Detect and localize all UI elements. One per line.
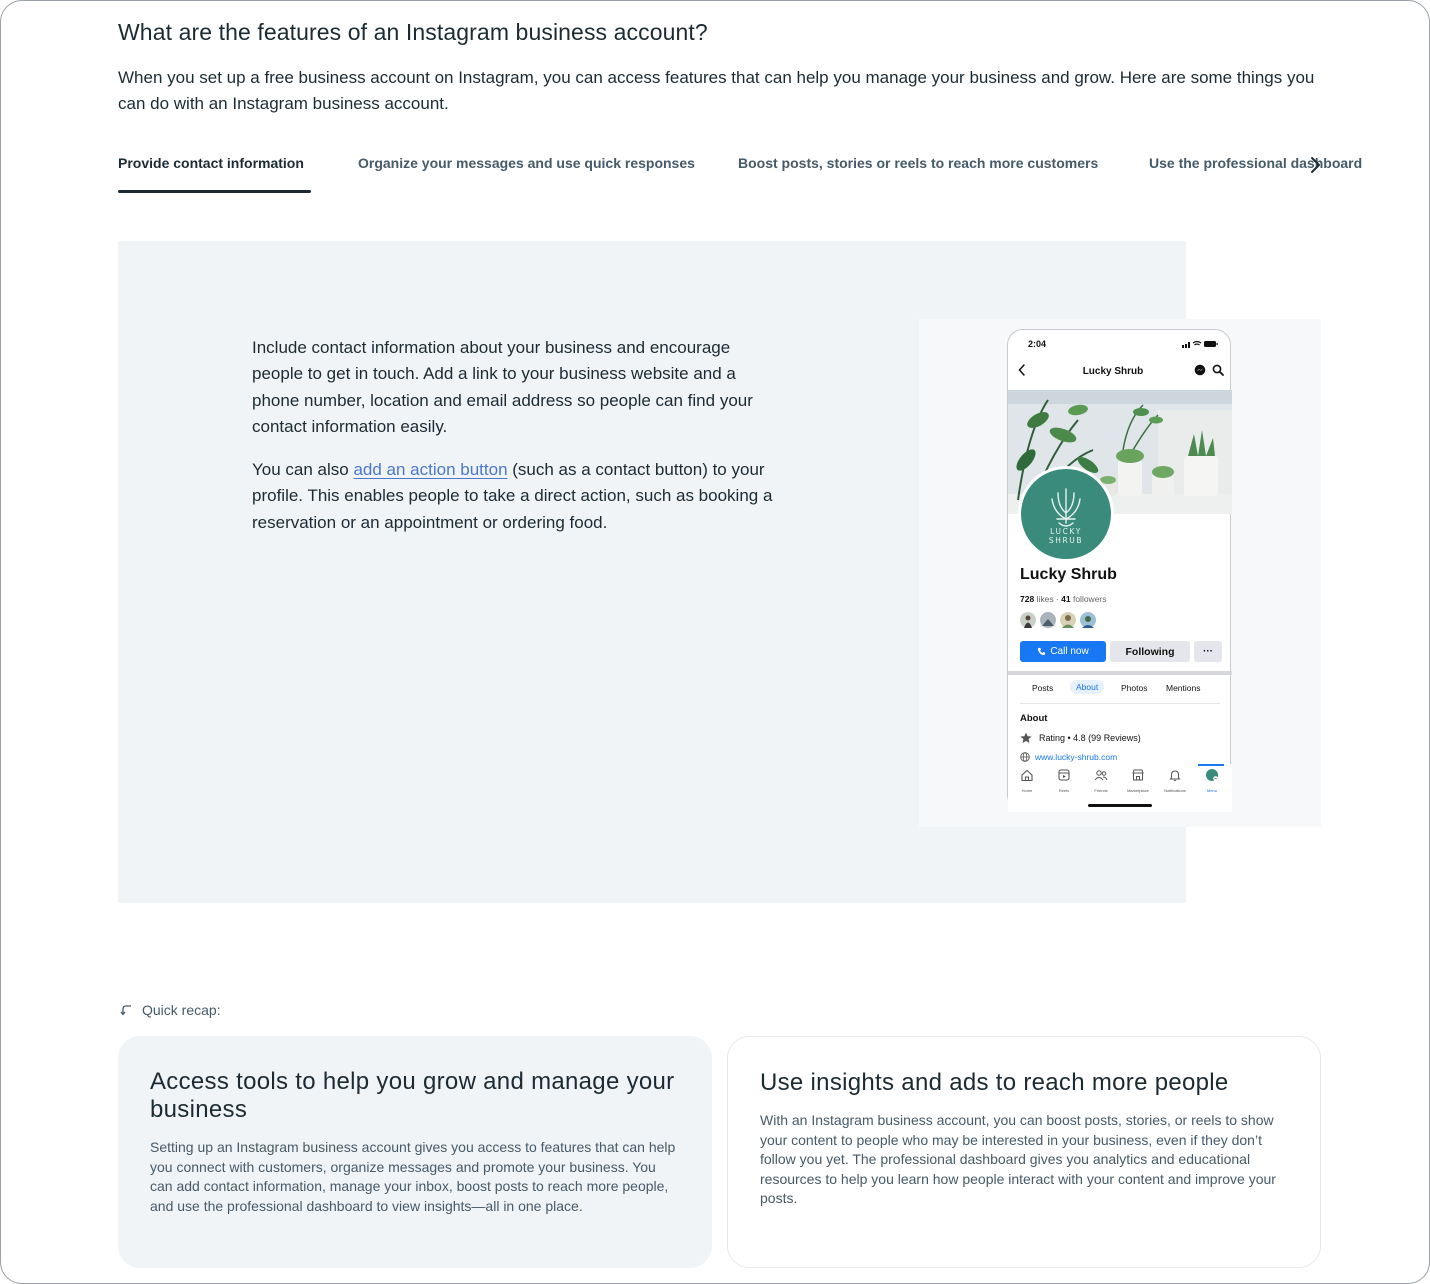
more-options-button[interactable]: ···: [1194, 641, 1222, 662]
page-title: What are the features of an Instagram business account?: [118, 19, 708, 45]
website-row[interactable]: [1020, 752, 1117, 762]
nav-notifications[interactable]: [1157, 768, 1193, 793]
profile-title: Lucky Shrub: [1020, 566, 1117, 583]
feature-description: [252, 335, 782, 536]
profile-tab-about[interactable]: About: [1070, 680, 1104, 694]
bottom-navigation: [1008, 764, 1232, 812]
add-action-button-link[interactable]: add an action button: [353, 460, 508, 480]
logo-wordmark: [1021, 527, 1111, 545]
feature-tabs: [118, 149, 1363, 195]
menu-avatar-icon: [1205, 768, 1219, 782]
quick-recap-text: Quick recap:: [142, 1002, 221, 1018]
tab-clip: [1149, 149, 1363, 179]
profile-tab-posts[interactable]: Posts: [1032, 683, 1054, 693]
followers-label: followers: [1072, 594, 1107, 604]
profile-tabs: [1008, 680, 1232, 698]
friends-icon: [1094, 768, 1108, 782]
phone-page-name: Lucky Shrub: [1082, 366, 1144, 377]
return-arrow-icon: [120, 1003, 134, 1017]
nav-reels-label: Reels: [1058, 788, 1070, 793]
nav-home[interactable]: [1009, 768, 1045, 793]
search-icon[interactable]: [1212, 364, 1224, 376]
nav-menu-label: Menu: [1206, 788, 1217, 793]
mutual-friends-avatars: [1020, 611, 1100, 629]
paragraph-2-start: You can also: [252, 460, 354, 480]
nav-home-label: Home: [1021, 788, 1033, 793]
active-tab-indicator: [118, 190, 311, 193]
intro-text: When you set up a free business account on Instagram, you can access features that can help you manage your business and grow. Here are some things you can do with an Instagram business account.: [118, 68, 1315, 113]
recap-card-body: Setting up an Instagram business account gives you access to features that can help you connect with customers, organize messages and promote your business. You can add contact information, manage your inbox, boost posts to reach more people, and use the professional dashboard to view insights—all in one place.: [150, 1139, 676, 1214]
profile-avatar: [1018, 466, 1114, 562]
following-button[interactable]: Following: [1110, 641, 1190, 662]
status-icons: [1182, 340, 1218, 348]
recap-card-tools: [118, 1036, 712, 1268]
profile-stats: [1020, 594, 1107, 604]
star-icon: [1020, 732, 1032, 744]
phone-icon: [1037, 647, 1046, 656]
recap-card-title: Access tools to help you grow and manage your business: [150, 1068, 675, 1123]
nav-notifications-label: Notifications: [1164, 788, 1186, 793]
marketplace-icon: [1131, 768, 1145, 782]
phone-mockup: [1007, 329, 1231, 811]
nav-reels[interactable]: [1046, 768, 1082, 793]
nav-marketplace-label: Marketplace: [1127, 788, 1149, 793]
messenger-icon[interactable]: [1194, 364, 1206, 376]
about-heading: About: [1020, 713, 1048, 724]
chevron-right-icon[interactable]: [1306, 153, 1326, 177]
bell-icon: [1168, 768, 1182, 782]
tab-organize-messages[interactable]: Organize your messages and use quick responses: [358, 155, 695, 171]
nav-friends-label: Friends: [1094, 788, 1108, 793]
logo-line-1: LUCKY: [1050, 527, 1082, 536]
call-now-button[interactable]: [1020, 641, 1106, 662]
paragraph-2-end: (such as a contact button) to your profile. This enables people to take a direct action, such as booking a reservation or an appointment or ordering food.: [252, 460, 773, 532]
feature-paragraph-2: [252, 457, 782, 536]
tab-professional-dashboard[interactable]: Use the professional dashboard: [1149, 155, 1363, 171]
likes-count: 728: [1020, 594, 1035, 604]
phone-clock: 2:04: [1028, 339, 1047, 349]
globe-icon: [1020, 752, 1030, 762]
profile-tab-mentions[interactable]: Mentions: [1166, 683, 1201, 693]
tabs-separator: [1020, 703, 1220, 704]
nav-marketplace[interactable]: [1120, 768, 1156, 793]
likes-label: likes ·: [1036, 594, 1062, 604]
logo-line-2: SHRUB: [1048, 536, 1084, 545]
home-indicator-bar: [1088, 804, 1152, 807]
profile-tab-photos[interactable]: Photos: [1121, 683, 1148, 693]
nav-friends[interactable]: [1083, 768, 1119, 793]
recap-card-insights: [727, 1036, 1321, 1268]
recap-card-body: With an Instagram business account, you can boost posts, stories, or reels to show your content to people who may be interested in your business, even if they don’t follow you yet. The professional dashboard gives you analytics and educational resources to help you learn how people interact with your content and improve your posts.: [760, 1112, 1276, 1206]
tab-boost-posts[interactable]: Boost posts, stories or reels to reach more customers: [738, 155, 1099, 171]
feature-paragraph-1: Include contact information about your business and encourage people to get in touch. Add a link to your business website and a phone number, location and email address so people can find your contact information easily.: [252, 338, 753, 436]
website-link[interactable]: www.lucky-shrub.com: [1035, 752, 1118, 762]
profile-divider: [1008, 671, 1232, 675]
bottom-nav-active-indicator: [1198, 764, 1224, 766]
nav-menu[interactable]: [1194, 768, 1230, 793]
home-icon: [1020, 768, 1034, 782]
pineapple-logo-icon: [1021, 475, 1111, 535]
tab-provide-contact-information[interactable]: Provide contact information: [118, 155, 304, 171]
rating-text: Rating • 4.8 (99 Reviews): [1039, 733, 1141, 743]
reels-icon: [1057, 768, 1071, 782]
call-now-label: Call now: [1050, 646, 1089, 657]
followers-count: 41: [1061, 594, 1071, 604]
recap-card-title: Use insights and ads to reach more people: [760, 1069, 1229, 1096]
quick-recap-label: [120, 1002, 221, 1018]
rating-row: [1020, 732, 1141, 744]
